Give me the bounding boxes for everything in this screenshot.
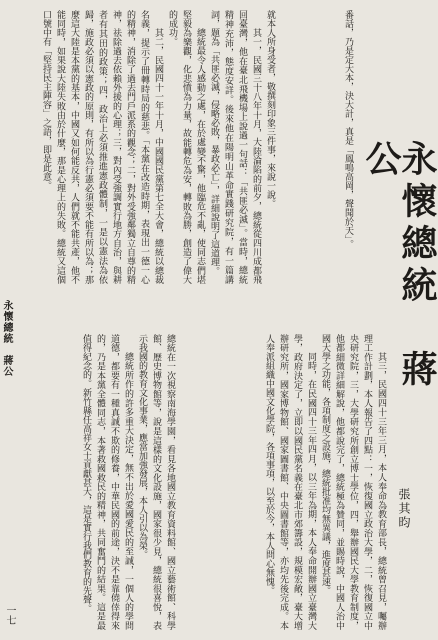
paragraph: 總統在一次視察南海學園，看見各地國立教育資料館、國立藝術館、科學館、歷史博物館等，說是這樣的文化設施，國家很少見，總統很喜悅，表示我國的教育文化事業，應當加強發展，本人引以為榮。	[137, 334, 175, 630]
text-block-bottom-right	[190, 334, 388, 630]
paragraph: 其三，民國四十三年三月，本人奉命為教育部長，總統曾召見，囑辦理工作計劃，本人報告了四點：一，恢復國立政治大學，二，恢復國立中央研究院，三，大學研究所創立博士學位，四，舉辦國民大學教育制度，他都細微詳細解說，他都說完了，總統極為贊同，並賜時說，中國人治中國大學之功能，各項制度之設施，總統批准均無異議，進度甚速。	[320, 334, 386, 630]
paragraph: 總統最令人感動之處，在於處變不驚，他臨危不亂，使同志們堪堅毅為樂觀，化悲憤為力量，故能轉危為安，轉敗為勝，創造了偉大的成功。	[167, 10, 205, 284]
author-name: 張其昀	[397, 488, 411, 530]
page-number: 一七	[4, 605, 15, 625]
paragraph: 番話，乃是定大本，決大計，真是「鳳鳴高岡，聲聞於天」。	[343, 10, 353, 249]
paragraph: 就本人所身受者，敬撰刻印象三件事，來說一說。	[265, 10, 275, 208]
paragraph: 其二，民國四十一年十月，中國國民黨第七全大會，總統以總裁名義，提示了冊轉時局的慈悲。「本黨在改造時期，表現出一德一心的精神，消除了過去門戶派系的觀念；二，對外受強鄰獨立自尊的精神，祛除過去依賴外援的心理；三，對內受強調實行地方自治，與耕者有其田的政策；四，政治上必須推進憲政體制，一是以憲法為依歸，施政必須以憲政的原則，有所以為行憲必須要不能有所以為；那麼這大陸是本黨的基本，中國又如何能反共，人們就不能共產，他不能同時，如果說大陸失敗由於什麼，那是心理上的失敗。總統又這個口號中有「堅持民主陣容」之語，即是此意。	[41, 10, 163, 284]
paragraph: 其一，民國三十八年十月，大陸淪陷的前夕，總統從四川成都飛回臺灣，他在臺北飛機場上說過一句話：「共匪必滅」。當時，總統精神充沛，態度安詳。後來他在陽明山革命實踐研究院，有一篇講詞，題為「共匪必滅，侵略必敗，暴政必亡」，詳細說明了這道理。	[209, 10, 261, 284]
paragraph: 總統所作的許多重大決定，無不出於愛國愛民的至誠，一個人的學問道德，都要有一種真誠不欺的修養，中華民國的前途，決不是靠僥倖得來的，乃是本黨全體同志，本著救國救民的精神，共同奮鬥的結果。這是最值得紀念的。新竹縣任高祥女士貢獻甚大，這是實行我們教育的先聲。	[81, 334, 133, 630]
text-block-top-right	[293, 10, 355, 312]
article-title: 永懷總統 蔣公	[360, 140, 438, 392]
paragraph: 同時，在民國四十三年四月，以三年為期，本人奉命開辦國立臺灣大學，政府決定了，立即以國民黨名義在臺北市郊籌設，規模宏敞，臺大增辦研究所，國家博物館、國家圖書館、中央圖書館等，亦均先後完成。本人奉派組織中國文化學院，各項事項，以至於今，本人問心無愧。	[264, 334, 316, 630]
running-header: 永懷總統 蔣公	[1, 300, 12, 377]
text-block-top-left	[22, 10, 277, 284]
text-block-bottom-left	[22, 334, 177, 630]
